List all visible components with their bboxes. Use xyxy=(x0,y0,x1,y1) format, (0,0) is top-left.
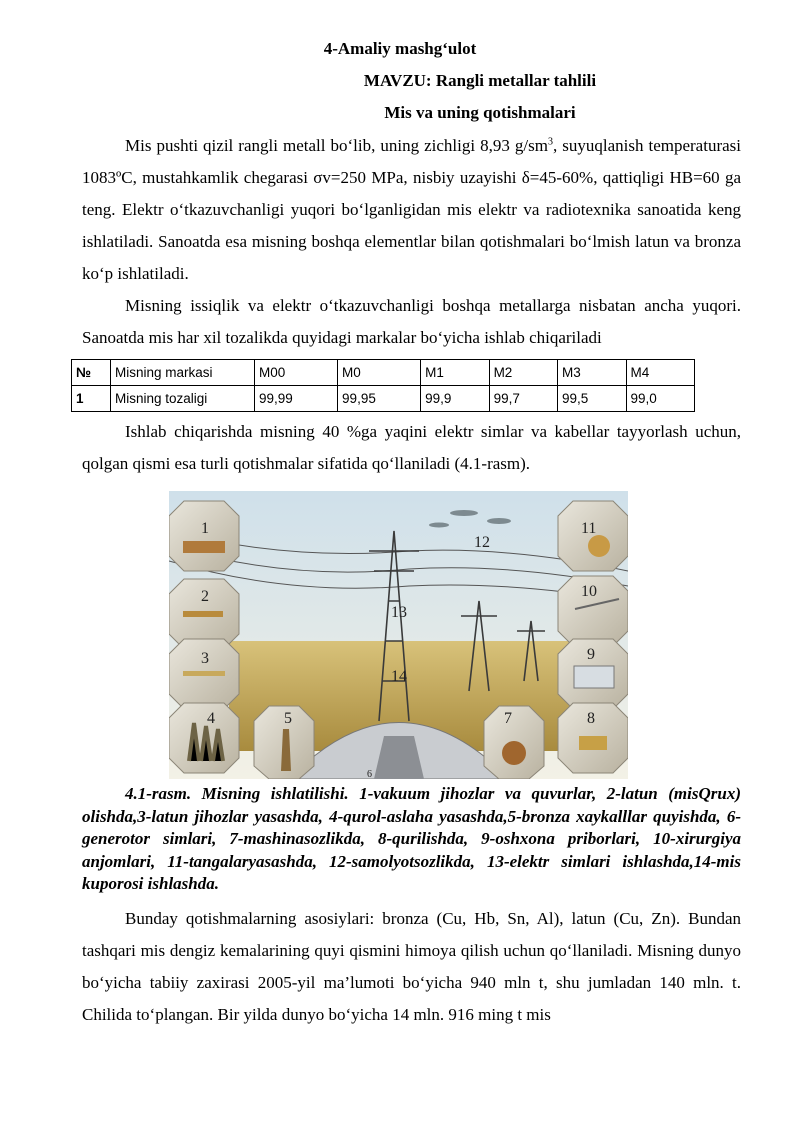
table-cell: M00 xyxy=(255,360,338,386)
table-cell: 99,0 xyxy=(626,386,695,412)
figure-number: 10 xyxy=(581,583,597,600)
paragraph-properties-part2: , suyuqlanish temperaturasi 1083ºC, mustahkamlik chegarasi σv=250 MPa, nisbiy uzayishi δ=45-60%, qattiqligi HB=60 ga teng. Elektr o‘tkazuvchanligi yuqori bo‘lganligidan mis elektr va radiotexnika sanoatida keng ishlatiladi. Sanoatda esa misning boshqa elementlar bilan qotishmalari bo‘lmish latun va bronza ko‘p ishlatiladi. xyxy=(82,136,741,283)
figure-caption: 4.1-rasm. Misning ishlatilishi. 1-vakuum jihozlar va quvurlar, 2-latun (misQrux) olishda,3-latun jihozlar yasashda, 4-qurol-aslaha yasashda,5-bronza xaykalllar quyishda, 6-generotor simlari, 7-mashinasozlikda, 8-qurilishda, 9-oshxona priborlari, 10-xirurgiya anjomlari, 11-tangalaryasashda, 12-samolyotsozlikda, 13-elektr simlari ishlashda,14-mis kuporosi ishlashda. xyxy=(82,784,741,893)
figure-number: 12 xyxy=(474,534,490,551)
paragraph-usage: Ishlab chiqarishda misning 40 %ga yaqini elektr simlar va kabellar tayyorlash uchun, qolgan qismi esa turli qotishmalar sifatida qo‘llaniladi (4.1-rasm). xyxy=(82,422,741,473)
table-cell: 1 xyxy=(72,386,111,412)
table-cell: № xyxy=(72,360,111,386)
table-cell: Misning tozaligi xyxy=(111,386,255,412)
table-cell: 99,99 xyxy=(255,386,338,412)
paragraph-grades-intro: Misning issiqlik va elektr o‘tkazuvchanligi boshqa metallarga nisbatan ancha yuqori. Sanoatda mis har xil tozalikda quyidagi markalar bo‘yicha ishlab chiqariladi xyxy=(82,296,741,347)
table-row xyxy=(72,360,695,386)
table-cell: M4 xyxy=(626,360,695,386)
table-cell: 99,95 xyxy=(338,386,421,412)
figure-number: 9 xyxy=(587,646,595,663)
figure-number: 14 xyxy=(391,668,407,685)
figure-number: 13 xyxy=(391,604,407,621)
figure-number: 5 xyxy=(284,710,292,727)
table-cell: 99,9 xyxy=(421,386,489,412)
figure-number: 8 xyxy=(587,710,595,727)
table-cell: M0 xyxy=(338,360,421,386)
paragraph-properties xyxy=(82,130,741,290)
figure-illustration xyxy=(169,491,628,779)
practice-title: 4-Amaliy mashg‘ulot xyxy=(323,39,477,58)
copper-uses-figure xyxy=(169,491,628,779)
figure-number: 2 xyxy=(201,588,209,605)
superscript-3: 3 xyxy=(547,136,553,148)
subtopic-title: Mis va uning qotishmalari xyxy=(384,103,576,122)
copper-grades-table xyxy=(71,359,695,412)
table-cell: M2 xyxy=(489,360,557,386)
table-cell: M1 xyxy=(421,360,489,386)
paragraph-properties-part1: Mis pushti qizil rangli metall bo‘lib, uning zichligi 8,93 g/sm xyxy=(125,136,548,155)
figure-number: 3 xyxy=(201,650,209,667)
table-row xyxy=(72,386,695,412)
paragraph-alloys: Bunday qotishmalarning asosiylari: bronza (Cu, Hb, Sn, Al), latun (Cu, Zn). Bundan tashqari mis dengiz kemalarining quyi qismini himoya qilish uchun qo‘llaniladi. Misning dunyo bo‘yicha tabiiy zaxirasi 2005-yil ma’lumoti bo‘yicha 940 mln t, shu jumladan 140 mln. t. Chilida to‘plangan. Bir yilda dunyo bo‘yicha 14 mln. 916 ming t mis xyxy=(82,909,741,1024)
figure-number: 11 xyxy=(581,520,597,537)
table-cell: 99,5 xyxy=(558,386,626,412)
table-cell: Misning markasi xyxy=(111,360,255,386)
table-cell: 99,7 xyxy=(489,386,557,412)
figure-number: 4 xyxy=(207,710,215,727)
figure-number: 7 xyxy=(504,710,512,727)
figure-number: 1 xyxy=(201,520,209,537)
topic-title: MAVZU: Rangli metallar tahlili xyxy=(363,71,597,90)
table-cell: M3 xyxy=(558,360,626,386)
figure-number: 6 xyxy=(367,769,372,779)
